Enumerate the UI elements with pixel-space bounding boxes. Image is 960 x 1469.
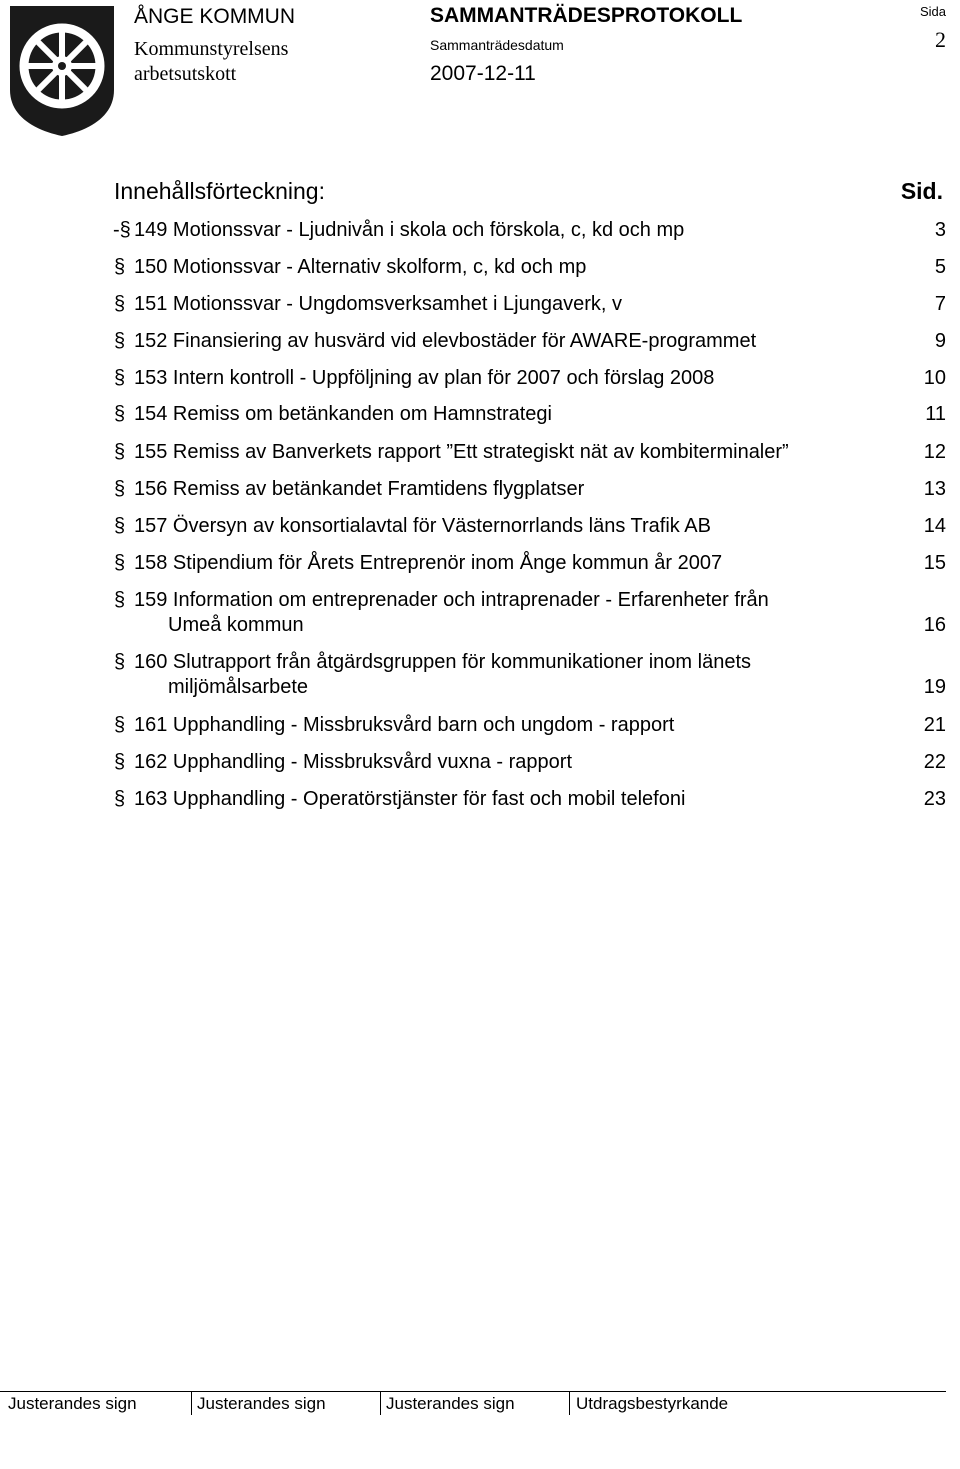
toc-entry-title (134, 477, 886, 502)
footer-signature-cell: Justerandes sign (197, 1394, 326, 1413)
toc-entry-page-number: 21 (923, 714, 946, 736)
section-sign-icon: § (114, 751, 126, 773)
footer-column-divider (380, 1391, 381, 1415)
toc-entry (114, 477, 946, 502)
toc-entry-title (134, 218, 886, 243)
section-sign-icon: -§ (113, 219, 131, 241)
footer-certification-cell: Utdragsbestyrkande (576, 1394, 729, 1413)
toc-entry (114, 329, 946, 354)
toc-entry-title (134, 402, 886, 427)
toc-entry-title-line1: 153 Intern kontroll - Uppföljning av plan för 2007 och förslag 2008 (134, 367, 715, 389)
toc-entry-title (134, 292, 886, 317)
section-sign-icon: § (114, 441, 126, 463)
board-name-line2: arbetsutskott (134, 63, 237, 85)
municipality-coat-of-arms-logo (6, 4, 118, 138)
toc-entry (114, 255, 946, 280)
meeting-date: 2007-12-11 (430, 62, 536, 85)
section-sign-icon: § (114, 293, 126, 315)
toc-entry-title (134, 787, 886, 812)
section-sign-icon: § (114, 330, 126, 352)
section-sign-icon: § (114, 478, 126, 500)
toc-entry-title-line1: 161 Upphandling - Missbruksvård barn och ungdom - rapport (134, 714, 675, 736)
footer-divider (0, 1391, 946, 1392)
toc-entry-title-line1: 159 Information om entreprenader och intraprenader - Erfarenheter från (134, 589, 769, 611)
footer-column-divider (569, 1391, 570, 1415)
toc-entry-title-line1: 162 Upphandling - Missbruksvård vuxna - rapport (134, 751, 572, 773)
toc-entry-title-line1: 149 Motionssvar - Ljudnivån i skola och förskola, c, kd och mp (134, 219, 685, 241)
toc-entry-page-number: 11 (925, 403, 946, 425)
toc-entry-page-number: 16 (923, 614, 946, 636)
toc-entry-title (134, 366, 886, 391)
toc-entry (114, 713, 946, 738)
toc-entry-title-line1: 152 Finansiering av husvärd vid elevbostäder för AWARE-programmet (134, 330, 757, 352)
document-type: SAMMANTRÄDESPROTOKOLL (430, 4, 743, 27)
toc-entry-title-line1: 160 Slutrapport från åtgärdsgruppen för kommunikationer inom länets (134, 651, 752, 673)
section-sign-icon: § (114, 403, 126, 425)
toc-entry-page-number: 12 (923, 441, 946, 463)
toc-entry-title-line1: 154 Remiss om betänkanden om Hamnstrategi (134, 403, 552, 425)
toc-entry-page-number: 7 (934, 293, 946, 315)
section-sign-icon: § (114, 714, 126, 736)
toc-entry (114, 440, 946, 465)
toc-entry-title (134, 713, 886, 738)
toc-entry-page-number: 15 (923, 552, 946, 574)
toc-entry (114, 750, 946, 775)
toc-entry-title-line1: 151 Motionssvar - Ungdomsverksamhet i Ljungaverk, v (134, 293, 622, 315)
toc-entry-page-number: 9 (934, 330, 946, 352)
page-number: 2 (935, 27, 946, 52)
toc-entry-title (134, 650, 886, 700)
section-sign-icon: § (114, 589, 126, 611)
organization-name: ÅNGE KOMMUN (134, 5, 296, 28)
page-label: Sida (919, 4, 946, 19)
footer-signature-cell: Justerandes sign (8, 1394, 137, 1413)
toc-entry-title (134, 514, 886, 539)
toc-entry-title (134, 440, 886, 465)
toc-entry-page-number: 19 (923, 676, 946, 698)
toc-entry-title (134, 329, 886, 354)
toc-entry (114, 551, 946, 576)
section-sign-icon: § (114, 788, 126, 810)
toc-entry-title-line2: Umeå kommun (168, 614, 304, 636)
toc-entry-page-number: 3 (934, 219, 946, 241)
toc-entry-title (134, 255, 886, 280)
toc-entry-title-line1: 150 Motionssvar - Alternativ skolform, c, kd och mp (134, 256, 587, 278)
footer-signature-cell: Justerandes sign (386, 1394, 515, 1413)
toc-entry (114, 650, 946, 700)
board-name-line1: Kommunstyrelsens (134, 38, 289, 60)
toc-entry (114, 588, 946, 638)
toc-entry-page-number: 5 (934, 256, 946, 278)
toc-entry-title (134, 588, 886, 638)
toc-title: Innehållsförteckning: (114, 178, 325, 204)
toc-entry-title-line1: 158 Stipendium för Årets Entreprenör inom Ånge kommun år 2007 (134, 552, 723, 574)
toc-entry-title (134, 750, 886, 775)
meeting-date-label: Sammanträdesdatum (430, 37, 564, 53)
section-sign-icon: § (114, 256, 126, 278)
toc-entry (114, 292, 946, 317)
toc-entry-page-number: 22 (923, 751, 946, 773)
toc-page-column-label: Sid. (900, 178, 943, 204)
section-sign-icon: § (114, 515, 126, 537)
toc-entry (114, 366, 946, 391)
toc-entry-title-line1: 163 Upphandling - Operatörstjänster för fast och mobil telefoni (134, 788, 686, 810)
toc-entry (114, 514, 946, 539)
toc-entry-page-number: 13 (923, 478, 946, 500)
toc-entry-page-number: 10 (923, 367, 946, 389)
toc-entry-page-number: 23 (923, 788, 946, 810)
toc-entry-title-line2: miljömålsarbete (168, 676, 309, 698)
section-sign-icon: § (114, 552, 126, 574)
footer-column-divider (191, 1391, 192, 1415)
toc-entry-title-line1: 156 Remiss av betänkandet Framtidens flygplatser (134, 478, 585, 500)
toc-entry-title (134, 551, 886, 576)
toc-entry-page-number: 14 (923, 515, 946, 537)
toc-entry-title-line1: 157 Översyn av konsortialavtal för Västernorrlands läns Trafik AB (134, 515, 711, 537)
toc-entry (114, 402, 946, 427)
section-sign-icon: § (114, 651, 126, 673)
toc-entry (114, 787, 946, 812)
toc-entry-title-line1: 155 Remiss av Banverkets rapport ”Ett strategiskt nät av kombiterminaler” (134, 441, 789, 463)
toc-entry (114, 218, 946, 243)
section-sign-icon: § (114, 367, 126, 389)
